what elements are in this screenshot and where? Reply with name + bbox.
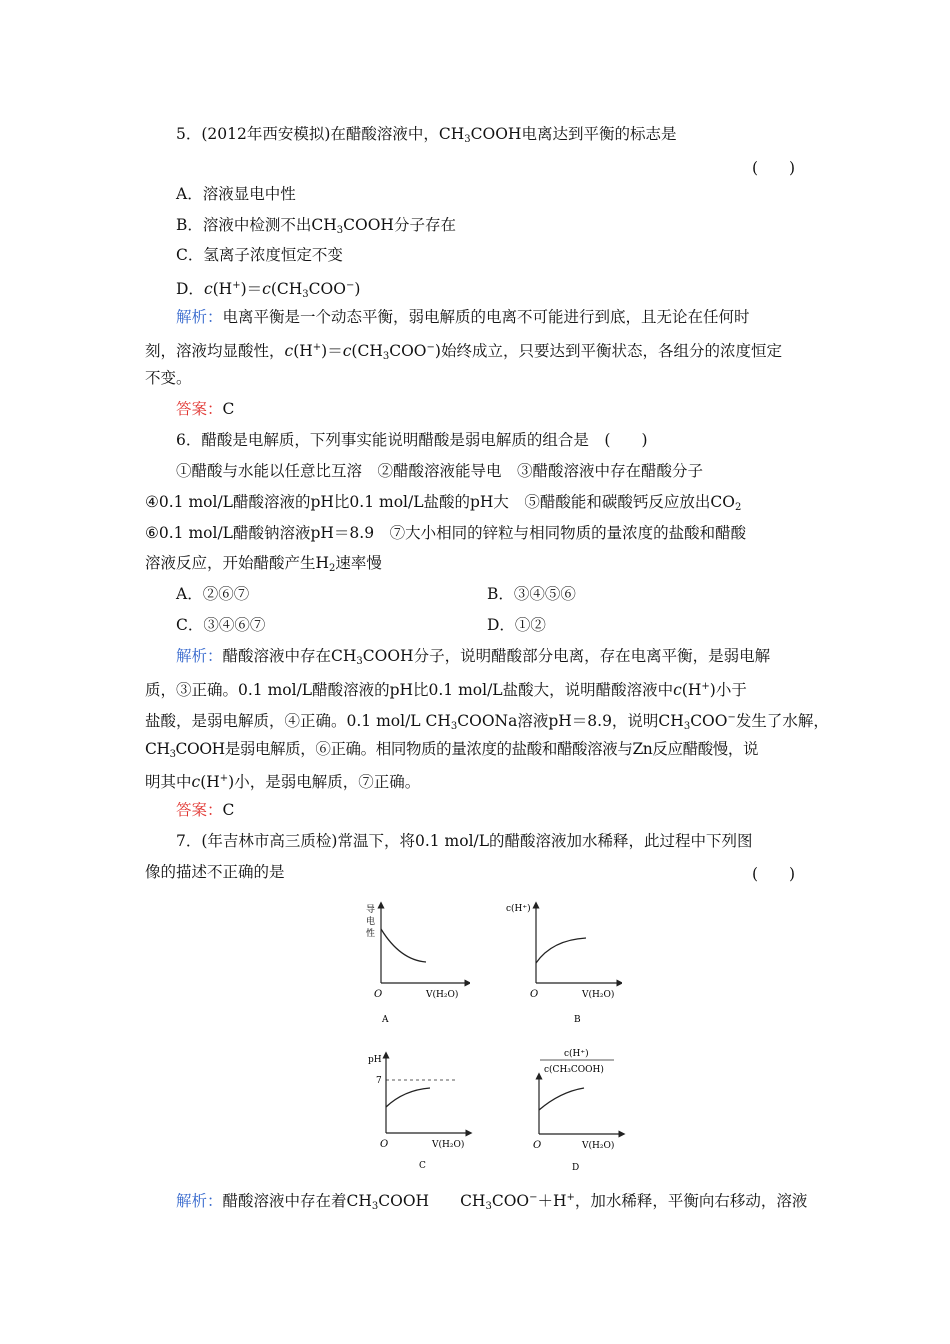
y-label-1: 导 [366, 905, 376, 915]
y-label-denominator: c(CH₃COOH) [544, 1065, 604, 1075]
q6-statements-line2: ④0.1 mol/L醋酸溶液的pH比0.1 mol/L盐酸的pH大 ⑤醋酸能和碳酸钙反应放出$CO_2$ [145, 493, 742, 513]
curve [386, 1088, 430, 1107]
q6-analysis-line1: 解析：醋酸溶液中存在$CH_3COOH$分子，说明醋酸部分电离，存在电离平衡，是弱电解 [176, 647, 771, 667]
q6-option-c: C．③④⑥⑦ [176, 616, 266, 634]
x-label: V(H₂O) [432, 1140, 465, 1150]
curve [539, 1088, 584, 1110]
q6-stem: 6．醋酸是电解质，下列事实能说明醋酸是弱电解质的组合是 ( ) [176, 431, 648, 449]
q5-answer-paren: ( ) [752, 159, 796, 177]
q5-analysis-line2: 刻，溶液均显酸性，$c(H^+)=c(CH_3COO^-)$始终成立，只要达到平衡状态，各组分的浓度恒定 [145, 342, 782, 362]
q6-answer: 答案：C [176, 801, 235, 819]
x-label: V(H₂O) [426, 990, 459, 1000]
q5-stem: 5．(2012年西安模拟)在醋酸溶液中，$CH_3COOH$电离达到平衡的标志是 [176, 125, 677, 145]
q6-analysis-line5: 明其中c(H+)小，是弱电解质，⑦正确。 [145, 773, 421, 791]
q7-graph-d [530, 1046, 630, 1176]
caption: A [382, 1015, 389, 1025]
q5-option-a: A．溶液显电中性 [176, 185, 296, 203]
q7-graph-c [364, 1050, 474, 1175]
q5-option-b: B．溶液中检测不出$CH_3COOH$分子存在 [176, 216, 456, 236]
q7-analysis-line1: 解析：醋酸溶液中存在着$CH_3COOH$ $CH_3COO^-+H^+$，加水稀释，平衡向右移动，溶液 [176, 1192, 808, 1212]
curve [536, 938, 586, 963]
x-label: V(H₂O) [582, 990, 615, 1000]
q7-graph-a [360, 900, 470, 1030]
q6-option-b: B．③④⑤⑥ [487, 585, 576, 603]
caption: C [419, 1161, 426, 1171]
origin-label: O [380, 1139, 389, 1150]
q5-option-c: C．氢离子浓度恒定不变 [176, 246, 343, 264]
y-label-2: 电 [366, 917, 376, 927]
q6-analysis-line3: 盐酸，是弱电解质，④正确。0.1 mol/L $CH_3COONa$溶液pH＝8.9，说明$CH_3COO^-$发生了水解， [145, 712, 829, 732]
q5-option-d: D．$c(H^+)=c(CH_3COO^-)$ [176, 280, 361, 300]
q6-statements-line3: ⑥0.1 mol/L醋酸钠溶液pH＝8.9 ⑦大小相同的锌粒与相同物质的量浓度的盐酸和醋酸 [145, 524, 747, 542]
tick-7: 7 [376, 1076, 382, 1086]
q7-graph-b [502, 900, 622, 1030]
q5-analysis-line1: 解析：电离平衡是一个动态平衡，弱电解质的电离不可能进行到底，且无论在任何时 [176, 308, 750, 326]
origin-label: O [374, 989, 383, 1000]
y-label-3: 性 [366, 929, 376, 939]
q5-answer: 答案：C [176, 400, 235, 418]
y-label-numerator: c(H⁺) [564, 1049, 589, 1059]
x-label: V(H₂O) [582, 1141, 615, 1151]
q5-analysis-line3: 不变。 [145, 369, 192, 387]
origin-label: O [533, 1140, 542, 1151]
q6-option-a: A．②⑥⑦ [176, 585, 250, 603]
caption: D [572, 1163, 580, 1173]
q6-statements-line1: ①醋酸与水能以任意比互溶 ②醋酸溶液能导电 ③醋酸溶液中存在醋酸分子 [176, 462, 704, 480]
q7-stem-line1: 7．(年吉林市高三质检)常温下，将0.1 mol/L的醋酸溶液加水稀释，此过程中下列图 [176, 832, 753, 850]
q6-statements-line4: 溶液反应，开始醋酸产生$H_2$速率慢 [145, 554, 382, 574]
caption: B [574, 1015, 581, 1025]
origin-label: O [530, 989, 539, 1000]
y-label: pH [368, 1055, 382, 1065]
q6-option-d: D．①② [487, 616, 546, 634]
y-label: c(H⁺) [506, 904, 531, 914]
q6-analysis-line4: $CH_3COOH$是弱电解质，⑥正确。相同物质的量浓度的盐酸和醋酸溶液与Zn反应醋酸慢，说 [145, 740, 759, 760]
curve [381, 929, 426, 962]
q7-answer-paren: ( ) [752, 865, 796, 883]
q7-stem-line2: 像的描述不正确的是 [145, 863, 285, 881]
q6-analysis-line2: 质，③正确。0.1 mol/L醋酸溶液的pH比0.1 mol/L盐酸大，说明醋酸溶液中c(H+)小于 [145, 681, 747, 699]
